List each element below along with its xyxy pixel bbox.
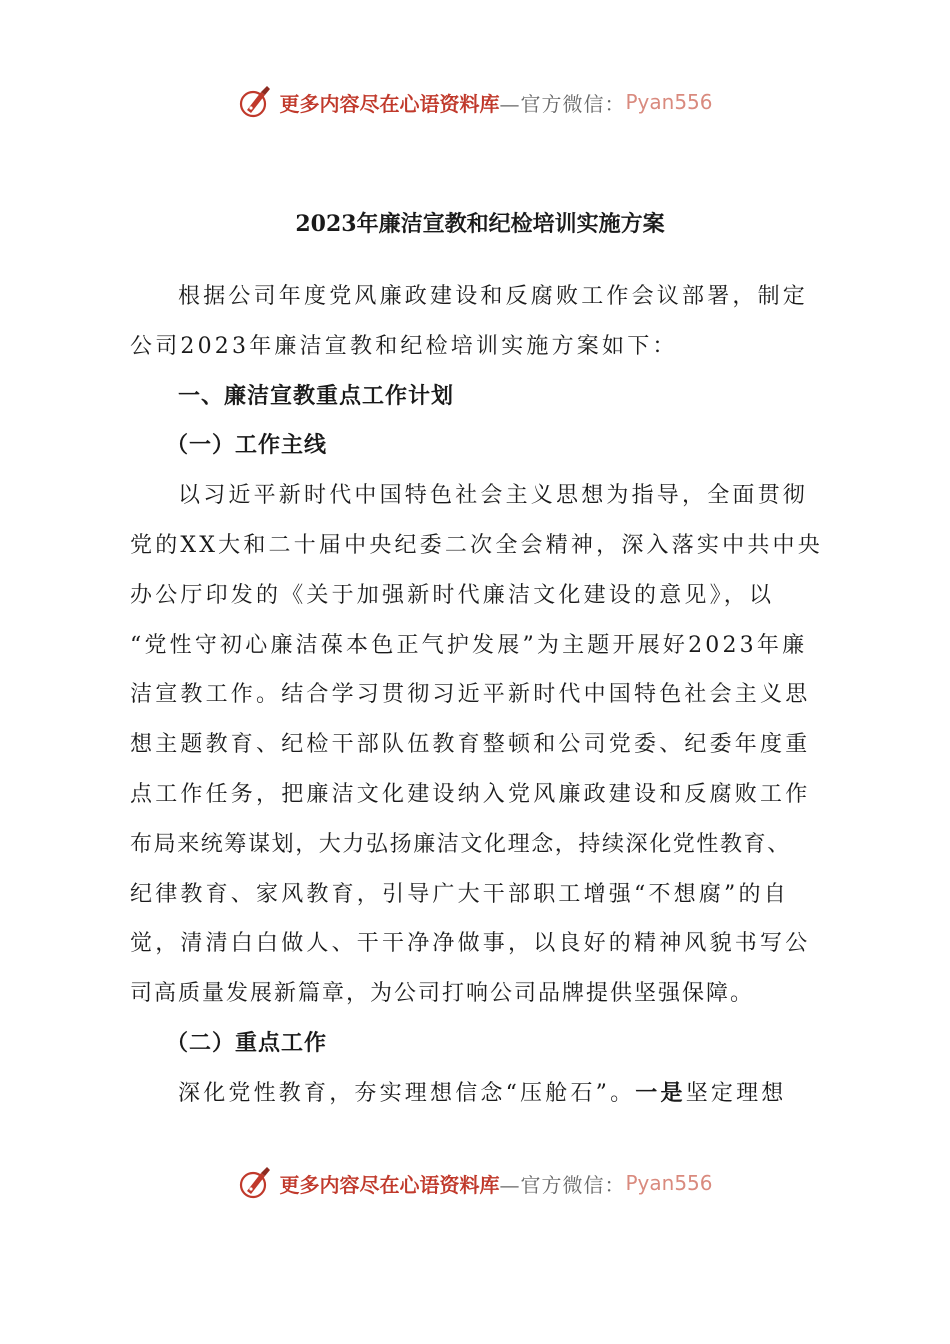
watermark-separator-text: —官方微信： [499,91,626,116]
pen-nib-seal-icon [237,84,273,120]
intro-paragraph [130,272,830,372]
watermark-main-text: 更多内容尽在心语资料库 [279,1172,500,1197]
watermark-wechat-id: Pyan556 [625,90,713,114]
paragraph-line: 办公厅印发的《关于加强新时代廉洁文化建设的意见》，以 [130,582,775,608]
key-work-ordinal: 一是 [635,1079,686,1106]
section-heading-1: 一、廉洁宣教重点工作计划 [178,382,455,409]
document-title: 2023年廉洁宣教和纪检培训实施方案 [295,211,665,237]
watermark-wechat-id: Pyan556 [625,1171,713,1195]
paragraph-line: 洁宣教工作。结合学习贯彻习近平新时代中国特色社会主义思 [130,682,811,708]
key-work-prefix: 深化党性教育，夯实理想信念“压舱石”。 [178,1080,636,1106]
paragraph-line: “党性守初心廉洁葆本色正气护发展”为主题开展好2023年廉 [130,632,808,658]
pen-nib-seal-icon [237,1165,273,1201]
paragraph-line: 觉，清清白白做人、干干净净做事，以良好的精神风貌书写公 [130,931,811,957]
key-work-line [130,1069,830,1119]
paragraph-line: 以习近平新时代中国特色社会主义思想为指导，全面贯彻 [178,483,809,509]
key-work-suffix: 坚定理想 [685,1080,787,1106]
paragraph-line: 纪律教育、家风教育，引导广大干部职工增强“不想腐”的自 [130,881,789,907]
paragraph-line: 党的XX大和二十届中央纪委二次全会精神，深入落实中共中央 [130,532,823,558]
intro-line: 公司2023年廉洁宣教和纪检培训实施方案如下： [130,333,678,359]
subsection-heading-2: （二）重点工作 [166,1029,328,1056]
paragraph-line: 司高质量发展新篇章，为公司打响公司品牌提供坚强保障。 [130,981,755,1007]
work-mainline-paragraph [130,471,830,1019]
subsection-heading-1: （一）工作主线 [166,432,328,459]
paragraph-line: 点工作任务，把廉洁文化建设纳入党风廉政建设和反腐败工作 [130,781,811,807]
intro-line: 根据公司年度党风廉政建设和反腐败工作会议部署，制定 [178,284,809,309]
watermark-separator-text: —官方微信： [499,1172,626,1197]
paragraph-line: 布局来统筹谋划，大力弘扬廉洁文化理念，持续深化党性教育、 [130,831,791,857]
paragraph-line: 想主题教育、纪检干部队伍教育整顿和公司党委、纪委年度重 [130,732,811,758]
document-body [130,196,830,1119]
watermark-banner-top [0,77,950,127]
watermark-main-text: 更多内容尽在心语资料库 [279,91,500,116]
watermark-banner-bottom [0,1158,950,1208]
